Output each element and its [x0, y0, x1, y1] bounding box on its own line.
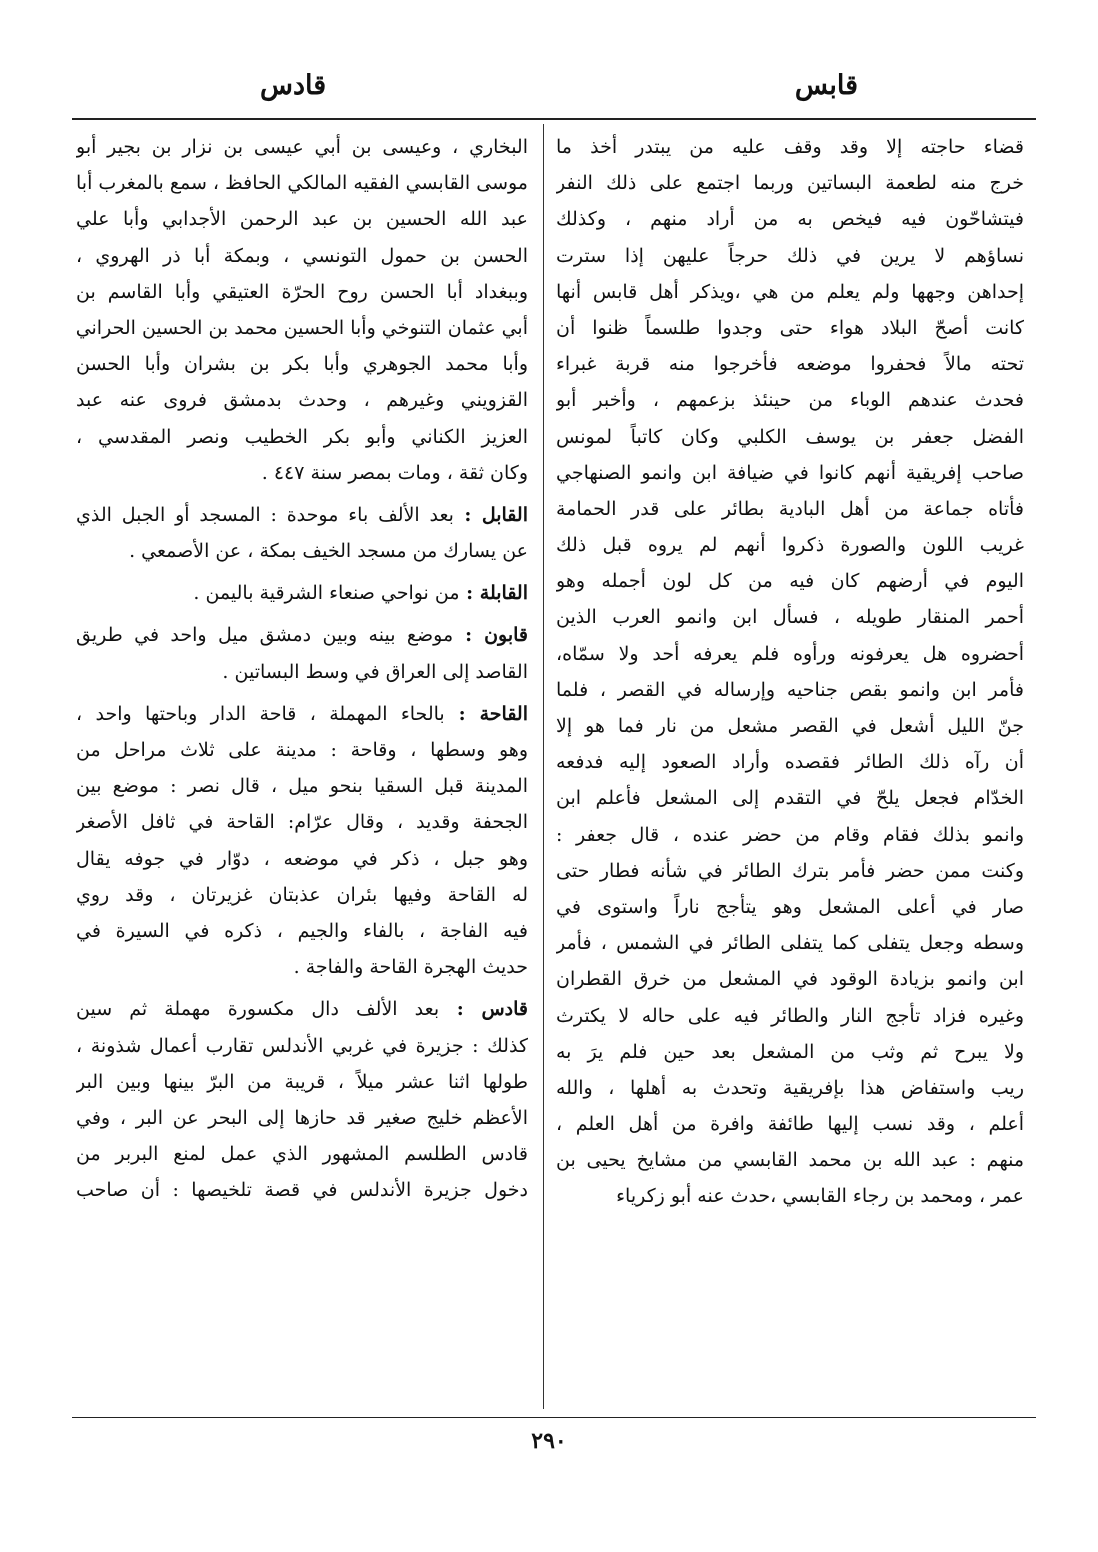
text-line	[76, 1172, 528, 1208]
text-line: تحته مالاً فحفروا موضعه فأخرجوا منه قربة غبراء	[556, 353, 1024, 376]
text-line: فحدث عندهم الوباء من حينئذ بزعمهم ، وأخبر أبو	[556, 389, 1024, 412]
text-line	[76, 455, 528, 491]
text-line: منهم : عبد الله بن محمد القابسي من مشايخ يحيى بن	[556, 1149, 1024, 1172]
text-line: وكنت ممن حضر فأمر بترك الطائر في شأنه فطار حتى	[556, 859, 1024, 882]
text-line	[76, 877, 528, 913]
text-line: وسطه وجعل يتفلى كما يتفلى الطائر في الشمس ، فأمر	[556, 932, 1024, 955]
text-line	[76, 346, 528, 382]
entry-text: أبي عثمان التنوخي وأبا الحسين محمد بن الحسين الحراني	[76, 316, 528, 339]
entry-headword: قابون :	[453, 624, 528, 647]
text-line: أحمر المنقار طويله ، فسأل ابن وانمو العرب الذين	[556, 606, 1024, 629]
text-line: وغيره فزاد تأجج النار والطائر فيه على حاله لا يكترث	[556, 1004, 1024, 1027]
text-line	[76, 533, 528, 569]
text-line: إحداهن وجهها ولم يعلم من هي ،ويذكر أهل قابس أنها	[556, 280, 1024, 303]
text-line	[76, 165, 528, 201]
entry-text: البخاري ، وعيسى بن أبي عيسى بن نزار بن بجير أبو	[76, 136, 528, 158]
text-line: كانت أصحّ البلاد هواء حتى وجدوا طلسماً ظنوا أن	[556, 316, 1024, 339]
entry-first-line	[76, 696, 528, 732]
text-line	[76, 310, 528, 346]
header-rule	[72, 118, 1036, 120]
text-line	[76, 382, 528, 418]
text-line	[76, 1064, 528, 1100]
entry-headword: القاحة :	[444, 702, 528, 725]
text-line	[76, 238, 528, 274]
text-line: ولا يبرح ثم وثب من المشعل بعد حين فلم يرَ به	[556, 1040, 1024, 1063]
entry-text: العزيز الكناني وأبو بكر الخطيب ونصر المقدسي ،	[76, 425, 528, 448]
entry-text: عبد الله الحسين بن عبد الرحمن الأجدابي وأبا علي	[76, 208, 528, 231]
text-line: وانمو بذلك فقام وقام من حضر عنده ، قال جعفر :	[556, 823, 1024, 846]
entry-text: موسى القابسي الفقيه المالكي الحافظ ، سمع بالمغرب أبا	[76, 172, 528, 195]
entry-text: وهو وسطها ، وقاحة : مدينة على ثلاث مراحل من	[76, 739, 528, 761]
right-text-column	[556, 129, 1024, 1215]
entry-text: وهو جبل ، ذكر في موضعه ، دوّار في جوفه يقال	[76, 847, 528, 870]
entry-first-line	[76, 991, 528, 1027]
text-line	[76, 1136, 528, 1172]
entry-text: الجحفة وقديد ، وقال عرّام: القاحة في ثافل الأصغر	[76, 811, 528, 834]
entry-text: قادس الطلسم المشهور الذي عمل لمنع البربر من	[76, 1143, 528, 1166]
entry-text: بعد الألف باء موحدة : المسجد أو الجبل الذي	[76, 503, 454, 526]
entry-text: الأعظم خليج صغير قد حازها إلى البحر عن البر ، وفي	[76, 1106, 528, 1129]
running-header-right: قابس	[794, 70, 858, 101]
entry-text: له القاحة وفيها بئران عذبتان غزيرتان ، وقد روي	[76, 883, 528, 906]
text-line	[76, 768, 528, 804]
text-line: صار في أعلى المشعل وهو يتأجج ناراً واستوى في	[556, 895, 1024, 918]
entry-text: وأبا محمد الجوهري وأبا بكر بن بشران وأبا الحسن	[76, 353, 528, 376]
left-text-column	[76, 129, 528, 1208]
text-line: فأمر ابن وانمو بقص جناحيه وإرساله في القصر ، فلما	[556, 678, 1024, 701]
text-line: قضاء حاجته إلا وقد وقف عليه من يبتدر أخذ ما	[556, 136, 1024, 158]
text-line: نساؤهم لا يرين في ذلك حرجاً عليهن إذا سترت	[556, 244, 1024, 267]
text-line: جنّ الليل أشعل في القصر مشعل من نار فما هو إلا	[556, 715, 1024, 737]
text-line: أحضروه هل يعرفونه ورأوه فلم يعرفه أحد ولا سمّاه،	[556, 642, 1024, 665]
text-line: أن رآه ذلك الطائر فقصده وأراد الصعود إليه فدفعه	[556, 751, 1024, 774]
entry-text: وكان ثقة ، ومات بمصر سنة ٤٤٧ .	[261, 461, 528, 484]
text-line	[76, 732, 528, 768]
entry-first-line	[76, 575, 528, 611]
text-line	[76, 654, 528, 690]
text-line: فأتاه جماعة من أهل البادية بطائر على قدر الحمامة	[556, 497, 1024, 520]
entry-text: الحسن بن حمول التونسي ، وبمكة أبا ذر الهروي ،	[76, 244, 528, 267]
text-line: فيتشاحّون فيه فيخص به من أراد منهم ، وكذلك	[556, 208, 1024, 231]
text-line	[76, 1100, 528, 1136]
entry-first-line	[76, 617, 528, 653]
entry-text: وببغداد أبا الحسن روح الحرّة العتيقي وأبا القاسم بن	[76, 280, 528, 303]
entry-text: من نواحي صنعاء الشرقية باليمن .	[193, 582, 460, 605]
entry-text: حديث الهجرة القاحة والفاجة .	[293, 956, 528, 979]
text-line: عمر ، ومحمد بن رجاء القابسي ،حدث عنه أبو زكرياء	[616, 1185, 1024, 1208]
entry-text: فيه الفاجة ، بالفاء والجيم ، ذكره في السيرة في	[76, 919, 528, 942]
text-line	[76, 201, 528, 237]
text-line	[76, 274, 528, 310]
text-line	[76, 804, 528, 840]
text-line: أعلم ، وقد نسب إليها طائفة وافرة من أهل العلم ،	[556, 1113, 1024, 1136]
text-line: غريب اللون والصورة ذكروا أنهم لم يروه قبل ذلك	[556, 534, 1024, 557]
entry-headword: قادس :	[439, 998, 528, 1021]
column-divider	[543, 124, 544, 1409]
running-header-left: قادس	[260, 70, 327, 101]
text-line: ابن وانمو بزيادة الوقود في المشعل من خرق القطران	[556, 968, 1024, 991]
page-number: ٢٩٠	[531, 1428, 567, 1454]
entry-text: كذلك : جزيرة في غربي الأندلس تقارب أعمال شذونة ،	[76, 1034, 528, 1057]
entry-text: القزويني وغيرهم ، وحدث بدمشق فروى عنه عبد	[76, 389, 528, 412]
text-line: اليوم في أرضهم كان فيه من كل لون أجمله وهو	[556, 570, 1024, 593]
entry-text: عن يسارك من مسجد الخيف بمكة ، عن الأصمعي .	[129, 540, 528, 563]
text-line: الفضل جعفر بن يوسف الكلبي وكان كاتباً لمونس	[556, 425, 1024, 448]
entry-text: طولها اثنا عشر ميلاً ، قريبة من البرّ بينها وبين البر	[76, 1070, 528, 1093]
text-line: صاحب إفريقية أنهم كانوا في ضيافة ابن وانمو الصنهاجي	[556, 461, 1024, 484]
entry-text: دخول جزيرة الأندلس في قصة تلخيصها : أن صاحب	[76, 1179, 528, 1202]
entry-headword: القابل :	[453, 503, 528, 526]
text-line: ريب واستفاض هذا بإفريقية وتحدث به أهلها ، والله	[556, 1076, 1024, 1099]
entry-text: بالحاء المهملة ، قاحة الدار وباحتها واحد ،	[76, 702, 445, 725]
text-line	[76, 841, 528, 877]
entry-text: المدينة قبل السقيا بنحو ميل ، قال نصر : موضع بين	[76, 775, 528, 798]
entry-headword: القابلة :	[459, 582, 528, 605]
text-line: الخدّام فجعل يلحّ في التقدم إلى المشعل فأعلم ابن	[556, 787, 1024, 810]
text-line	[76, 949, 528, 985]
footer-rule	[72, 1417, 1036, 1418]
text-line: خرج منه لطعمة البساتين وربما اجتمع على ذلك النفر	[556, 172, 1024, 195]
text-line	[76, 913, 528, 949]
entry-first-line	[76, 497, 528, 533]
entry-text: موضع بينه وبين دمشق ميل واحد في طريق	[76, 624, 454, 647]
text-line	[76, 129, 528, 165]
entry-text: بعد الألف دال مكسورة مهملة ثم سين	[76, 998, 440, 1021]
text-line	[76, 1028, 528, 1064]
entry-text: القاصد إلى العراق في وسط البساتين .	[222, 660, 528, 683]
text-line	[76, 419, 528, 455]
